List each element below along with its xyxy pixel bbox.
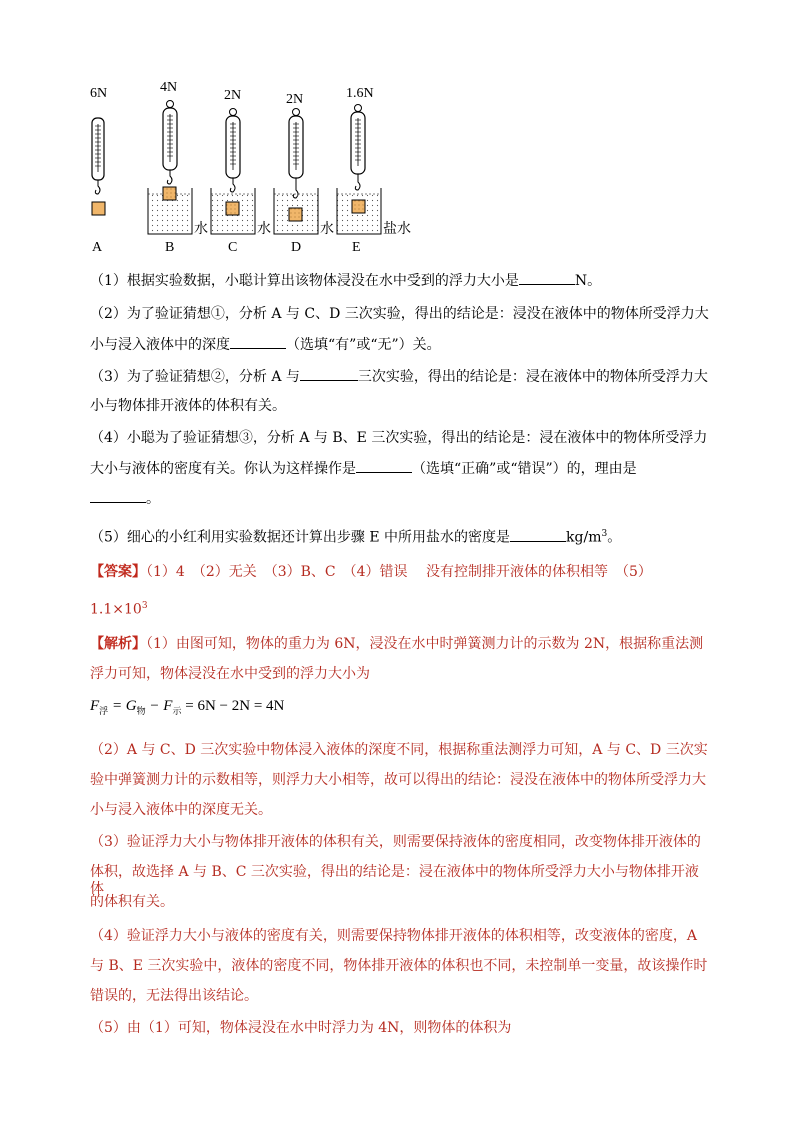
q2-blank bbox=[230, 336, 286, 349]
question-5 bbox=[90, 526, 710, 547]
question-2-line1: （2）为了验证猜想①，分析 A 与 C、D 三次实验，得出的结论是：浸没在液体中的物体所受浮力大 bbox=[90, 306, 709, 322]
question-4-line1: （4）小聪为了验证猜想③，分析 A 与 B、E 三次实验，得出的结论是：浸在液体中的物体所受浮力 bbox=[90, 430, 708, 446]
analysis-p1-text: （1）由图可知，物体的重力为 6N，浸没在水中时弹簧测力计的示数为 2N，根据称重法测 bbox=[146, 636, 704, 652]
formula-minus-f: − F bbox=[145, 698, 173, 714]
q5-end: 。 bbox=[607, 529, 622, 546]
analysis-p1-line1 bbox=[90, 636, 720, 653]
formula-g-sub: 物 bbox=[136, 706, 146, 716]
q4-hint: （选填“正确”或“错误”）的，理由是 bbox=[412, 461, 637, 477]
answer-text: （1）4 （2）无关 （3）B、C （4）错误 没有控制排开液体的体积相等 （5） bbox=[146, 564, 652, 580]
question-3-line2: 小与物体排开液体的体积有关。 bbox=[90, 398, 286, 414]
answer-value-sup: 3 bbox=[141, 601, 148, 611]
answer-line1 bbox=[90, 564, 720, 581]
label-a: A bbox=[92, 240, 103, 255]
analysis-p5: （5）由（1）可知，物体浸没在水中时浮力为 4N，则物体的体积为 bbox=[90, 1020, 512, 1036]
analysis-p2-line2: 验中弹簧测力计的示数相等，则浮力大小相等，故可以得出的结论：浸没在液体中的物体所受浮力大 bbox=[90, 772, 706, 788]
q2-hint: （选填“有”或“无”）关。 bbox=[286, 337, 441, 353]
question-2-line2 bbox=[90, 336, 710, 354]
label-b: B bbox=[165, 240, 175, 255]
q1-blank bbox=[519, 272, 575, 285]
analysis-p2-line1: （2）A 与 C、D 三次实验中物体浸入液体的深度不同，根据称重法测浮力可知，A 与 C、D 三次实 bbox=[90, 742, 708, 758]
liquid-label-e: 盐水 bbox=[383, 222, 411, 237]
q4-blank bbox=[356, 460, 412, 473]
liquid-label-b: 水 bbox=[194, 222, 208, 237]
liquid-label-d: 水 bbox=[320, 222, 334, 237]
reading-d: 2N bbox=[286, 92, 304, 107]
analysis-p3-line3: 的体积有关。 bbox=[90, 894, 174, 910]
analysis-p4-line2: 与 B、E 三次实验中，液体的密度不同，物体排开液体的体积也不同，未控制单一变量，故该操作时 bbox=[90, 958, 708, 974]
reading-c: 2N bbox=[224, 88, 242, 103]
liquid-label-c: 水 bbox=[257, 222, 271, 237]
q4-reason-blank bbox=[90, 490, 146, 503]
q1-text: （1）根据实验数据，小聪计算出该物体浸没在水中受到的浮力大小是 bbox=[90, 273, 519, 289]
answer-line2 bbox=[90, 598, 710, 619]
q5-text: （5）细心的小红利用实验数据还计算出步骤 E 中所用盐水的密度是 bbox=[90, 529, 511, 546]
analysis-p3-line1: （3）验证浮力大小与物体排开液体的体积有关，则需要保持液体的密度相同，改变物体排开液体的 bbox=[90, 834, 701, 850]
analysis-p4-line1: （4）验证浮力大小与液体的密度有关，则需要保持物体排开液体的体积相等，改变液体的密度，A bbox=[90, 928, 698, 944]
answer-value: 1.1×10 bbox=[90, 601, 142, 618]
formula-f2-sub: 示 bbox=[172, 706, 182, 716]
experiment-figure bbox=[86, 80, 426, 264]
question-1 bbox=[90, 272, 710, 290]
q5-unit-sup: 3 bbox=[601, 529, 608, 539]
analysis-p1-line2: 浮力可知，物体浸没在水中受到的浮力大小为 bbox=[90, 666, 370, 682]
analysis-p3-line2: 体积，故选择 A 与 B、C 三次实验，得出的结论是：浸在液体中的物体所受浮力大小与物体排开液体 bbox=[90, 864, 699, 897]
reading-b: 4N bbox=[160, 80, 178, 95]
question-4-line2 bbox=[90, 460, 710, 478]
formula-eq-g: = G bbox=[108, 698, 137, 714]
reading-a: 6N bbox=[90, 86, 108, 101]
scale-c bbox=[211, 109, 255, 235]
formula-f: F bbox=[90, 698, 100, 714]
q5-unit: kg/m bbox=[566, 529, 602, 546]
label-e: E bbox=[352, 240, 361, 255]
scale-b bbox=[148, 101, 192, 235]
scale-d bbox=[274, 109, 318, 235]
q3-blank bbox=[300, 368, 358, 381]
formula-result: = 6N − 2N = 4N bbox=[181, 698, 285, 714]
scale-e bbox=[337, 105, 381, 235]
q3-text-post: 三次实验，得出的结论是：浸在液体中的物体所受浮力大 bbox=[357, 369, 708, 385]
q3-text: （3）为了验证猜想②，分析 A 与 bbox=[90, 369, 300, 385]
formula-f-sub: 浮 bbox=[99, 706, 109, 716]
q5-blank bbox=[510, 529, 566, 542]
q4-end: 。 bbox=[146, 491, 160, 507]
analysis-p4-line3: 错误的，无法得出该结论。 bbox=[90, 988, 258, 1004]
question-4-line3 bbox=[90, 490, 710, 508]
answer-tag: 【答案】 bbox=[90, 564, 146, 580]
q2-text: 小与浸入液体中的深度 bbox=[90, 337, 230, 353]
label-d: D bbox=[291, 240, 302, 255]
spring-scale-diagram bbox=[86, 84, 426, 264]
scale-a bbox=[92, 118, 105, 215]
analysis-p2-line3: 小与浸入液体中的深度无关。 bbox=[90, 802, 272, 818]
buoyancy-formula bbox=[90, 698, 284, 717]
question-3-line1 bbox=[90, 368, 710, 386]
label-c: C bbox=[228, 240, 238, 255]
analysis-tag: 【解析】 bbox=[90, 636, 146, 652]
q1-unit: N。 bbox=[574, 273, 602, 289]
reading-e: 1.6N bbox=[346, 86, 374, 101]
q4-text: 大小与液体的密度有关。你认为这样操作是 bbox=[90, 461, 356, 477]
